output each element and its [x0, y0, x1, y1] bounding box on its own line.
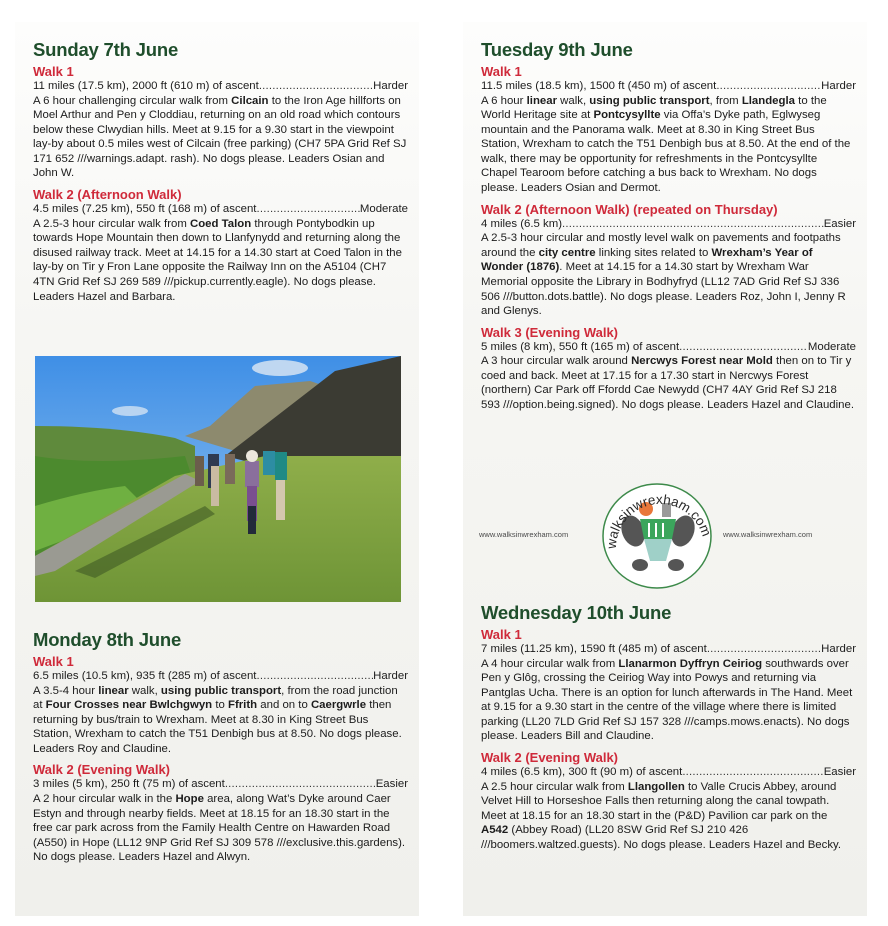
walk-title: Walk 3 (Evening Walk) — [481, 324, 619, 340]
highlighted-place: Pontcysyllte — [593, 109, 661, 122]
walk-distance-ascent: 4.5 miles (7.25 km), 550 ft (168 m) of ascent — [33, 203, 257, 216]
leader-dots — [225, 777, 376, 792]
highlighted-place: using public transport — [160, 684, 282, 697]
description-text: linking sites related to — [595, 246, 712, 259]
highlighted-place: Cilcain — [231, 94, 269, 107]
description-text: A 6 hour challenging circular walk from — [33, 94, 232, 107]
highlighted-place: Four Crosses near Bwlchgwyn — [45, 699, 213, 712]
right-page-panel — [463, 22, 867, 916]
walk-entry — [481, 64, 856, 196]
highlighted-place: city centre — [538, 246, 596, 259]
day-sunday — [33, 39, 408, 310]
leader-dots — [716, 79, 821, 94]
walk-grade: Moderate — [359, 203, 408, 216]
walkers-photo — [35, 356, 401, 602]
description-text: to the World Heritage site at — [481, 94, 827, 122]
walk-distance-ascent: 5 miles (8 km), 550 ft (165 m) of ascent — [481, 340, 680, 353]
description-text: southwards over Pen y Glôg, crossing the Ceiriog Way into Powys and returning via Pantglas Ucha. There is an option for lunch afterwards in The Hand. Meet at 9.15 for a 9.30 start in the centre of the village where there is limited parking (LL20 7LD Grid Ref SJ 157 328 ///camps.mows.enacts). No dogs please. Leaders Bill and Claudine. — [481, 657, 853, 743]
walk-stats — [481, 79, 856, 94]
day-title: Tuesday 9th June — [481, 39, 633, 60]
walk-entry — [481, 202, 856, 319]
walk-title: Walk 2 (Evening Walk) — [481, 750, 619, 766]
walk-description — [33, 684, 408, 757]
walk-title: Walk 1 — [33, 64, 74, 79]
description-text: to the Iron Age hillforts on Moel Arthur and Pen y Cloddiau, returning on an old road which contours below these Clwydian hills. Meet at 9.15 for a 9.30 start in the viewpoint lay-by about 0.5 miles west of Cilcain (free parking) (CH7 5PA Grid Ref SJ 171 652 ///warnings.adapt. rash). No dogs please. Leaders Osian and John W. — [33, 94, 407, 180]
photo-cloud — [252, 360, 308, 376]
day-title: Monday 8th June — [33, 629, 182, 650]
description-text: to — [212, 699, 228, 712]
walk-grade: Easier — [823, 766, 856, 779]
walk-distance-ascent: 4 miles (6.5 km) — [481, 217, 563, 230]
walk-stats — [33, 669, 408, 684]
walk-title: Walk 2 (Evening Walk) — [33, 762, 171, 778]
walk-entry — [33, 187, 408, 304]
highlighted-place: Llangollen — [627, 780, 685, 793]
walk-description — [481, 657, 856, 745]
walk-entry — [481, 627, 856, 744]
walk-title: Walk 1 — [481, 627, 522, 642]
description-text: via Offa’s Dyke path, Eglwyseg mountain and the Panorama walk. Meet at 8.30 in King Street Bus Station, Wrexham to catch the T51 Denbigh bus at 8.50. At the end of the walk, there may be opportunity for refreshments in the Pontcysyllte Chapel Tearoom before catching a bus back to Wrexham. No dogs please. Leaders Osian and Dermot. — [481, 109, 851, 195]
walk-distance-ascent: 3 miles (5 km), 250 ft (75 m) of ascent — [33, 778, 225, 791]
description-text: walk, — [128, 684, 161, 697]
walk-grade: Harder — [373, 80, 408, 92]
walk-stats — [481, 765, 856, 780]
description-text: walk, — [557, 94, 590, 107]
leader-dots — [256, 669, 373, 684]
website-link-left[interactable]: www.walksinwrexham.com — [479, 530, 569, 539]
description-text: A 2 hour circular walk in the — [33, 792, 176, 805]
highlighted-place: Caergwrle — [310, 699, 367, 712]
walk-description — [33, 217, 408, 305]
walk-grade: Moderate — [807, 340, 856, 353]
day-title: Wednesday 10th June — [481, 602, 672, 623]
walk-distance-ascent: 4 miles (6.5 km), 300 ft (90 m) of ascent — [481, 766, 683, 779]
walk-title: Walk 1 — [481, 64, 522, 79]
description-text: through Pontybodkin up towards Hope Mountain then down to Llanfynydd and returning along the disused railway track. Meet at 14.15 for a 14.30 start at Coed Talon in the lay-by on Tir y Fron Lane opposite the Railway Inn on the A5104 (CH7 4TN Grid Ref SJ 269 589 ///pickup.currently.eagle). No dogs please. Leaders Hazel and Barbara. — [33, 217, 402, 303]
description-text: , from — [709, 94, 742, 107]
walk-description — [481, 94, 856, 196]
leader-dots — [259, 79, 373, 94]
walk-description — [481, 780, 856, 853]
walk-grade: Easier — [375, 778, 408, 791]
description-text: then on to Tir y coed and back. Meet at 17.15 for a 17.30 start in Nercwys Forest (northern) Car Park off Ffordd Cae Newydd (CH7 4AY Grid Ref SJ 218 593 ///option.being.signed). No dogs please. Leaders Hazel and Claudine. — [481, 355, 854, 411]
website-link-right[interactable]: www.walksinwrexham.com — [723, 530, 813, 539]
photo-cloud — [112, 406, 148, 416]
walk-distance-ascent: 11 miles (17.5 km), 2000 ft (610 m) of ascent — [33, 80, 259, 92]
walk-stats — [481, 217, 856, 232]
highlighted-place: Wrexham’s Year of Wonder (1876) — [481, 246, 813, 274]
bridge-icon — [640, 519, 676, 539]
left-page-panel — [15, 22, 419, 916]
walk-distance-ascent: 6.5 miles (10.5 km), 935 ft (285 m) of ascent — [33, 670, 257, 682]
leader-dots — [562, 217, 824, 232]
highlighted-place: Llandegla — [741, 94, 795, 107]
walk-entry — [481, 750, 856, 852]
walk-stats — [481, 642, 856, 657]
description-text: (Abbey Road) (LL20 8SW Grid Ref SJ 210 426 ///boomers.waltzed.guests). No dogs please. Leaders Hazel and Becky. — [481, 824, 842, 851]
walk-stats — [33, 202, 408, 217]
walk-distance-ascent: 7 miles (11.25 km), 1590 ft (485 m) of ascent — [481, 643, 707, 655]
walk-description — [481, 231, 856, 319]
walk-stats — [33, 777, 408, 792]
leader-dots — [679, 340, 808, 355]
highlighted-place: Hope — [175, 792, 204, 805]
leader-dots — [707, 642, 821, 657]
description-text: . Meet at 14.15 for a 14.30 start by Wrexham War Memorial opposite the Library in Bodhyfryd (LL12 7AD Grid Ref SJ 336 506 ///button.dots.battle). No dogs please. Leaders Roz, John I, Jenny R and Glenys. — [481, 261, 846, 318]
description-text: A 3 hour circular walk around — [481, 355, 632, 368]
description-text: A 2.5-3 hour circular and mostly level walk on pavements and footpaths around the — [481, 232, 841, 259]
walk-description — [33, 792, 408, 865]
walk-entry — [33, 654, 408, 756]
walk-entry — [481, 325, 856, 413]
highlighted-place: Nercwys Forest near Mold — [631, 355, 773, 368]
walks-in-wrexham-logo — [596, 479, 719, 592]
walk-stats — [33, 79, 408, 94]
walk-distance-ascent: 11.5 miles (18.5 km), 1500 ft (450 m) of ascent — [481, 80, 717, 92]
description-text: A 2.5 hour circular walk from — [481, 780, 628, 793]
walk-description — [481, 354, 856, 412]
walk-entry — [33, 762, 408, 864]
walk-title: Walk 1 — [33, 654, 74, 669]
day-tuesday — [481, 39, 856, 419]
walk-grade: Harder — [373, 670, 408, 682]
description-text: A 3.5-4 hour — [33, 684, 99, 697]
day-monday — [33, 629, 408, 871]
logo-ring-text: walksinwrexham.com — [603, 491, 715, 550]
leader-dots — [256, 202, 359, 217]
leader-dots — [682, 765, 823, 780]
highlighted-place: using public transport — [589, 94, 710, 107]
highlighted-place: Llanarmon Dyffryn Ceiriog — [618, 657, 763, 670]
day-wednesday — [481, 602, 856, 859]
day-title: Sunday 7th June — [33, 39, 179, 60]
walk-title: Walk 2 (Afternoon Walk) — [33, 187, 182, 203]
walk-grade: Harder — [821, 643, 856, 655]
description-text: , from the road junction at — [33, 684, 398, 712]
description-text: A 4 hour circular walk from — [481, 657, 619, 670]
walk-grade: Easier — [823, 217, 856, 230]
walk-grade: Harder — [821, 80, 856, 92]
description-text: area, along Wat’s Dyke around Caer Estyn and through nearby fields. Meet at 18.15 for an 18.30 start in the free car park across from the Family Health Centre on Hawarden Road (A550) in Hope (LL12 9NP Grid Ref SJ 309 578 ///exclusive.this.gardens). No dogs please. Leaders Hazel and Alwyn. — [33, 792, 406, 864]
description-text: A 6 hour — [481, 94, 527, 107]
description-text: to Valle Crucis Abbey, around Velvet Hill to Horseshoe Falls then returning along the canal towpath. Meet at 18.15 for an 18.30 start in the (P&D) Pavilion car park on the — [481, 780, 837, 822]
walk-stats — [481, 340, 856, 355]
walk-title: Walk 2 (Afternoon Walk) (repeated on Thursday) — [481, 201, 778, 217]
highlighted-place: Ffrith — [228, 699, 258, 712]
highlighted-place: Coed Talon — [190, 217, 252, 230]
description-text: then returning by bus/train to Wrexham. Meet at 8.30 in King Street Bus Station, Wrexham to catch the T51 Denbigh bus at 8.50. No dogs please. Leaders Roy and Claudine. — [33, 699, 402, 755]
highlighted-place: linear — [98, 684, 129, 697]
description-text: and on to — [257, 699, 311, 712]
logo-row — [463, 477, 867, 592]
walk-description — [33, 94, 408, 182]
description-text: A 2.5-3 hour circular walk from — [33, 217, 190, 230]
walk-entry — [33, 64, 408, 181]
highlighted-place: A542 — [481, 824, 509, 837]
highlighted-place: linear — [526, 94, 557, 107]
